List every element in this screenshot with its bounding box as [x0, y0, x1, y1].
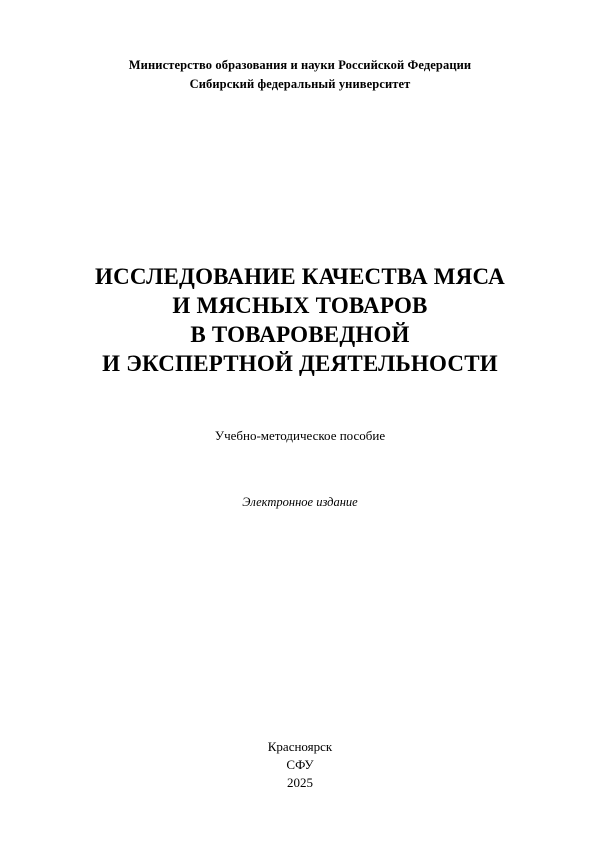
- imprint-publisher: СФУ: [286, 757, 314, 772]
- edition-text: Электронное издание: [242, 495, 358, 509]
- imprint-city: Красноярск: [267, 739, 333, 754]
- title-line-2: И МЯСНЫХ ТОВАРОВ: [172, 293, 428, 318]
- edition-note: [0, 493, 600, 511]
- title-line-3: В ТОВАРОВЕДНОЙ: [190, 322, 410, 347]
- title-line-1: ИССЛЕДОВАНИЕ КАЧЕСТВА МЯСА: [95, 264, 505, 289]
- imprint: [0, 738, 600, 792]
- university-line: Сибирский федеральный университет: [189, 77, 411, 91]
- subtitle-text: Учебно-методическое пособие: [214, 428, 386, 443]
- publisher-header: [0, 56, 600, 94]
- title-line-4: И ЭКСПЕРТНОЙ ДЕЯТЕЛЬНОСТИ: [102, 351, 498, 376]
- imprint-year: 2025: [287, 775, 313, 790]
- ministry-line: Министерство образования и науки Российской Федерации: [128, 58, 472, 72]
- page-title: [0, 262, 600, 378]
- subtitle: [0, 427, 600, 445]
